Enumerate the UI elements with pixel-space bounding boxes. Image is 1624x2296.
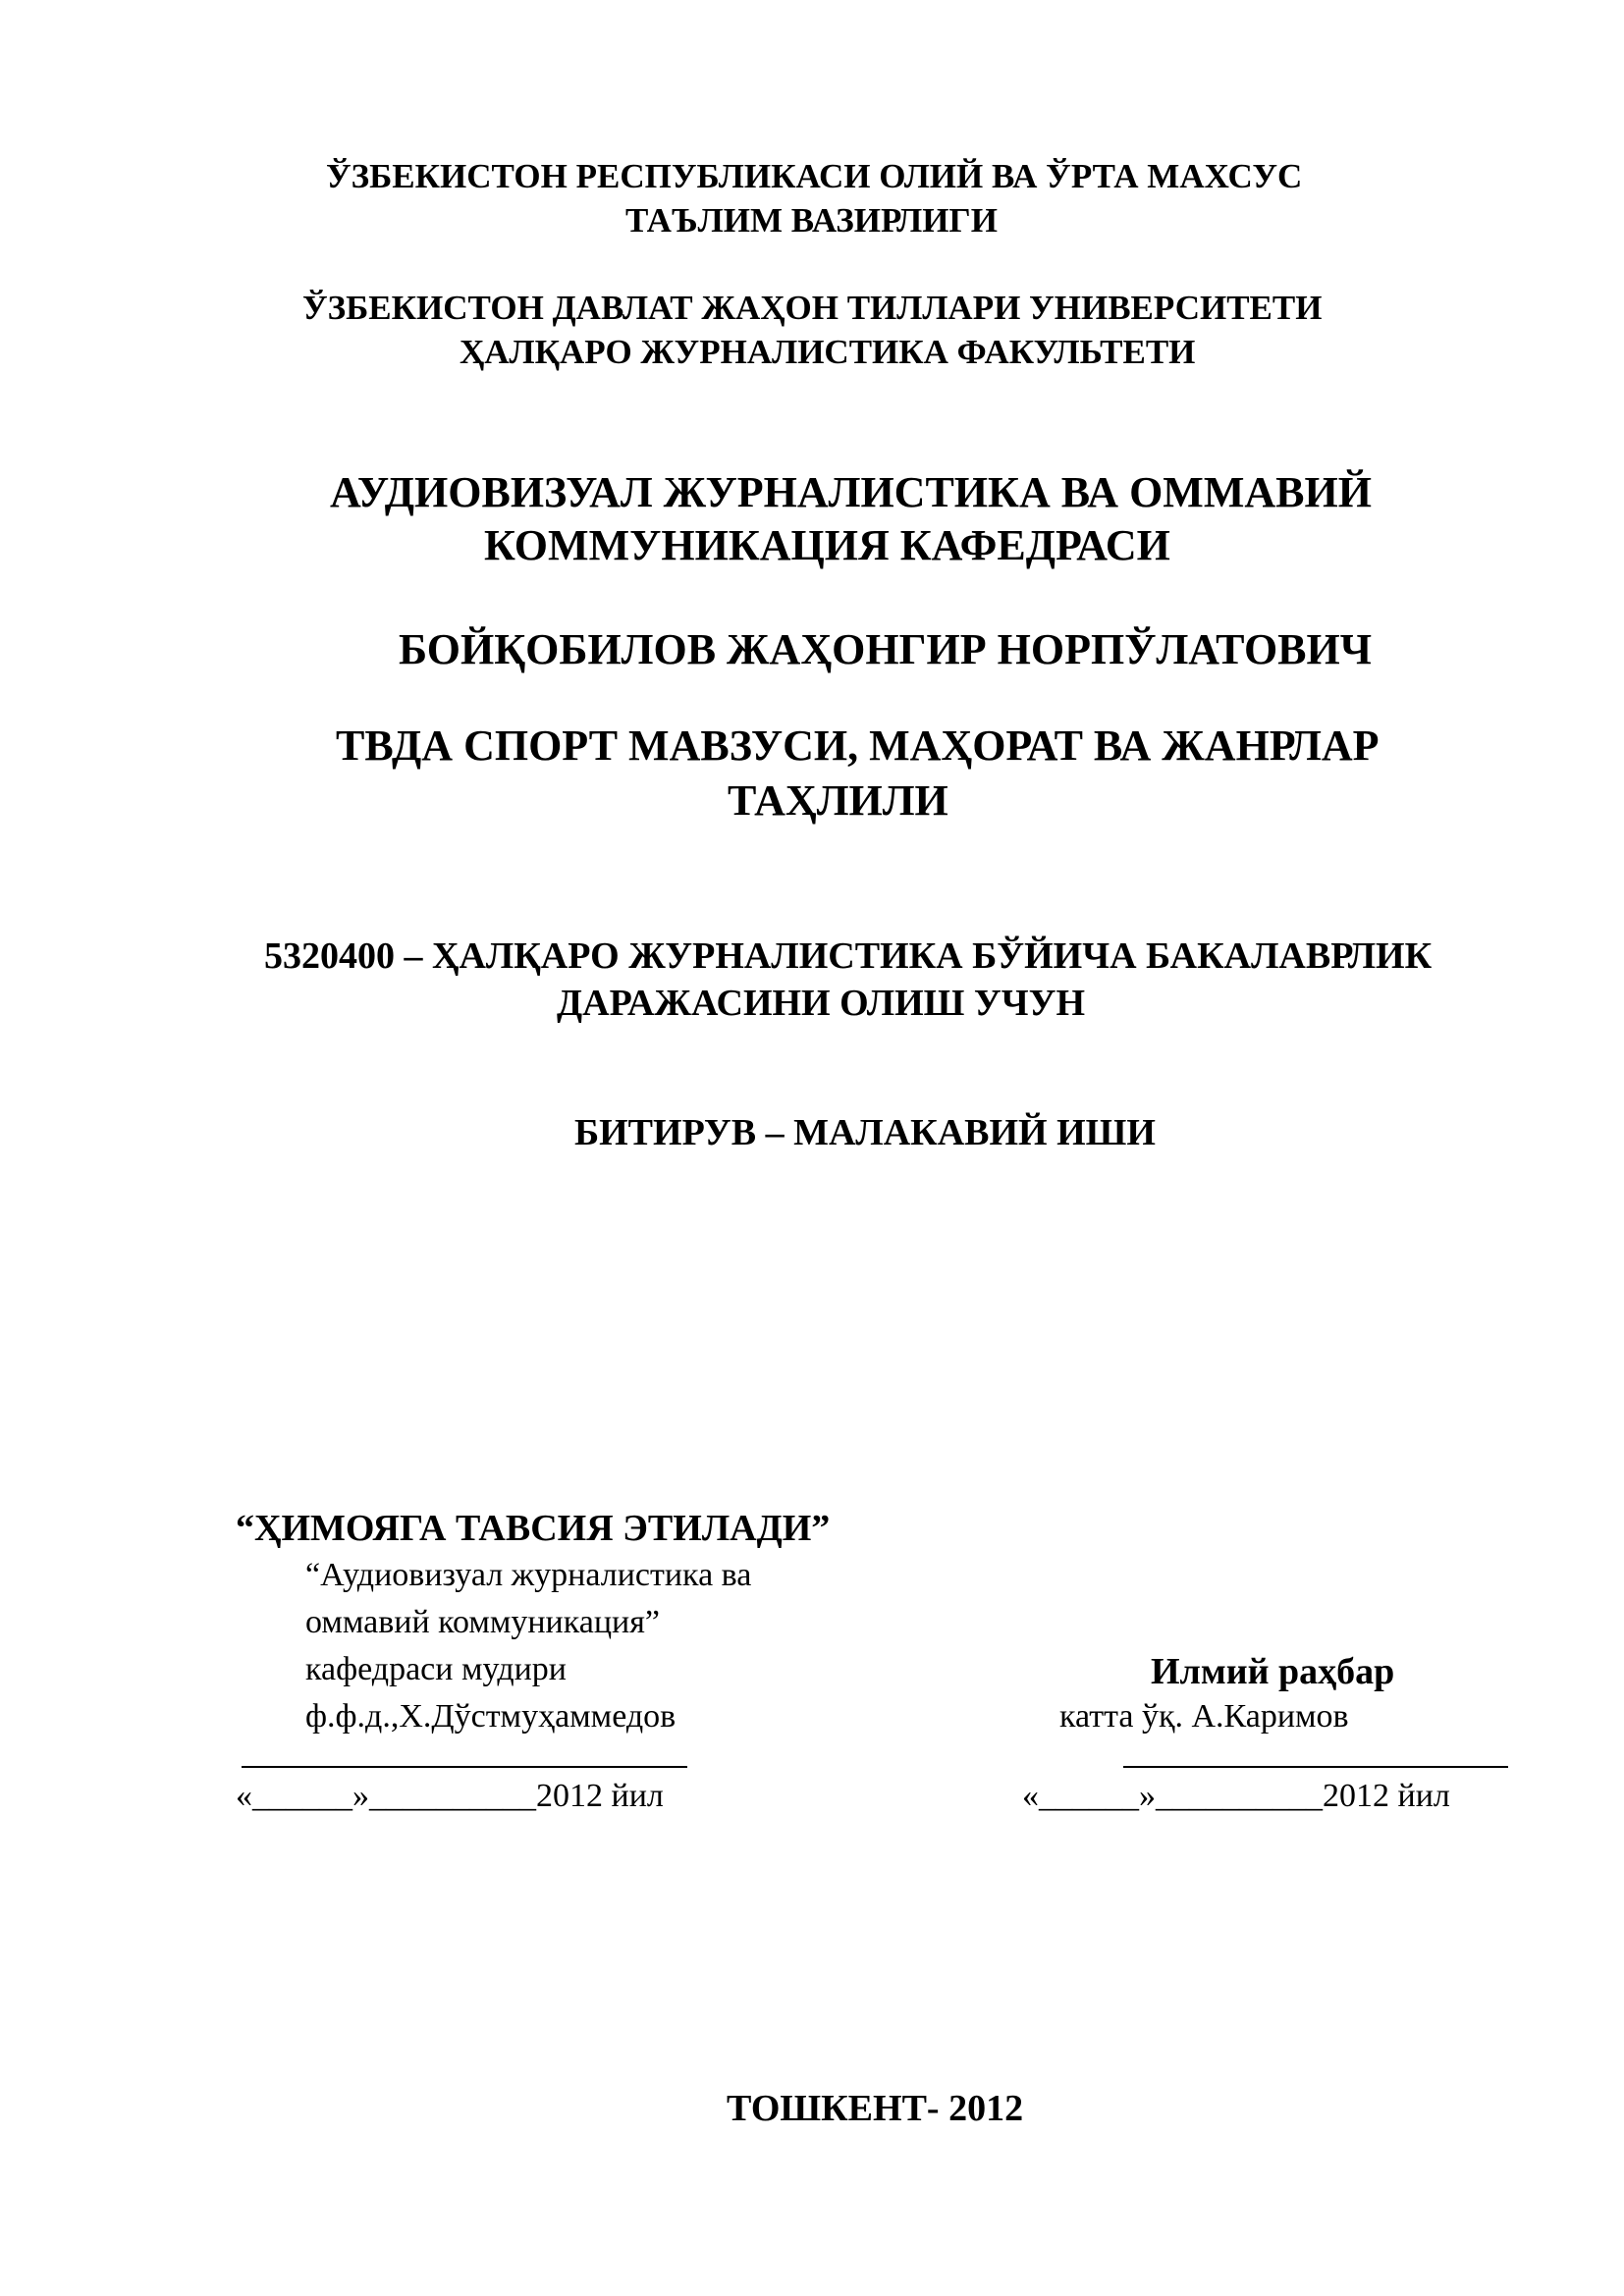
university-line-2: ҲАЛҚАРО ЖУРНАЛИСТИКА ФАКУЛЬТЕТИ [460,333,1196,371]
city-year: ТОШКЕНТ- 2012 [727,2088,1024,2129]
ministry-line-1: ЎЗБЕКИСТОН РЕСПУБЛИКАСИ ОЛИЙ ВА ЎРТА МАХСУС [326,157,1303,195]
university-line-1: ЎЗБЕКИСТОН ДАВЛАТ ЖАҲОН ТИЛЛАРИ УНИВЕРСИТЕТИ [302,289,1323,327]
department-line-2: КОММУНИКАЦИЯ КАФЕДРАСИ [484,521,1170,569]
chair-name: ф.ф.д.,Х.Дўстмуҳаммедов [305,1698,677,1735]
supervisor-signature-line [1123,1766,1508,1768]
approval-heading: “ҲИМОЯГА ТАВСИЯ ЭТИЛАДИ” [236,1508,831,1549]
supervisor-heading: Илмий раҳбар [1151,1651,1395,1692]
department-line-1: АУДИОВИЗУАЛ ЖУРНАЛИСТИКА ВА ОММАВИЙ [330,468,1372,516]
chair-line-1: “Аудиовизуал журналистика ва [305,1557,752,1593]
chair-line-2: оммавий коммуникация” [305,1604,660,1640]
author-name: БОЙҚОБИЛОВ ЖАҲОНГИР НОРПЎЛАТОВИЧ [399,625,1373,673]
chair-signature-line [242,1766,687,1768]
thesis-title-line-1: ТВДА СПОРТ МАВЗУСИ, МАҲОРАТ ВА ЖАНРЛАР [336,721,1380,770]
ministry-line-2: ТАЪЛИМ ВАЗИРЛИГИ [625,201,998,240]
work-type: БИТИРУВ – МАЛАКАВИЙ ИШИ [574,1112,1156,1153]
chair-date: «______»__________2012 йил [236,1778,664,1814]
degree-line-2: ДАРАЖАСИНИ ОЛИШ УЧУН [557,983,1086,1024]
supervisor-date: «______»__________2012 йил [1022,1778,1450,1814]
supervisor-name: катта ўқ. А.Каримов [1059,1698,1349,1735]
degree-line-1: 5320400 – ҲАЛҚАРО ЖУРНАЛИСТИКА БЎЙИЧА БАКАЛАВРЛИК [264,935,1433,977]
chair-line-3: кафедраси мудири [305,1651,568,1687]
thesis-title-line-2: ТАҲЛИЛИ [728,776,948,825]
